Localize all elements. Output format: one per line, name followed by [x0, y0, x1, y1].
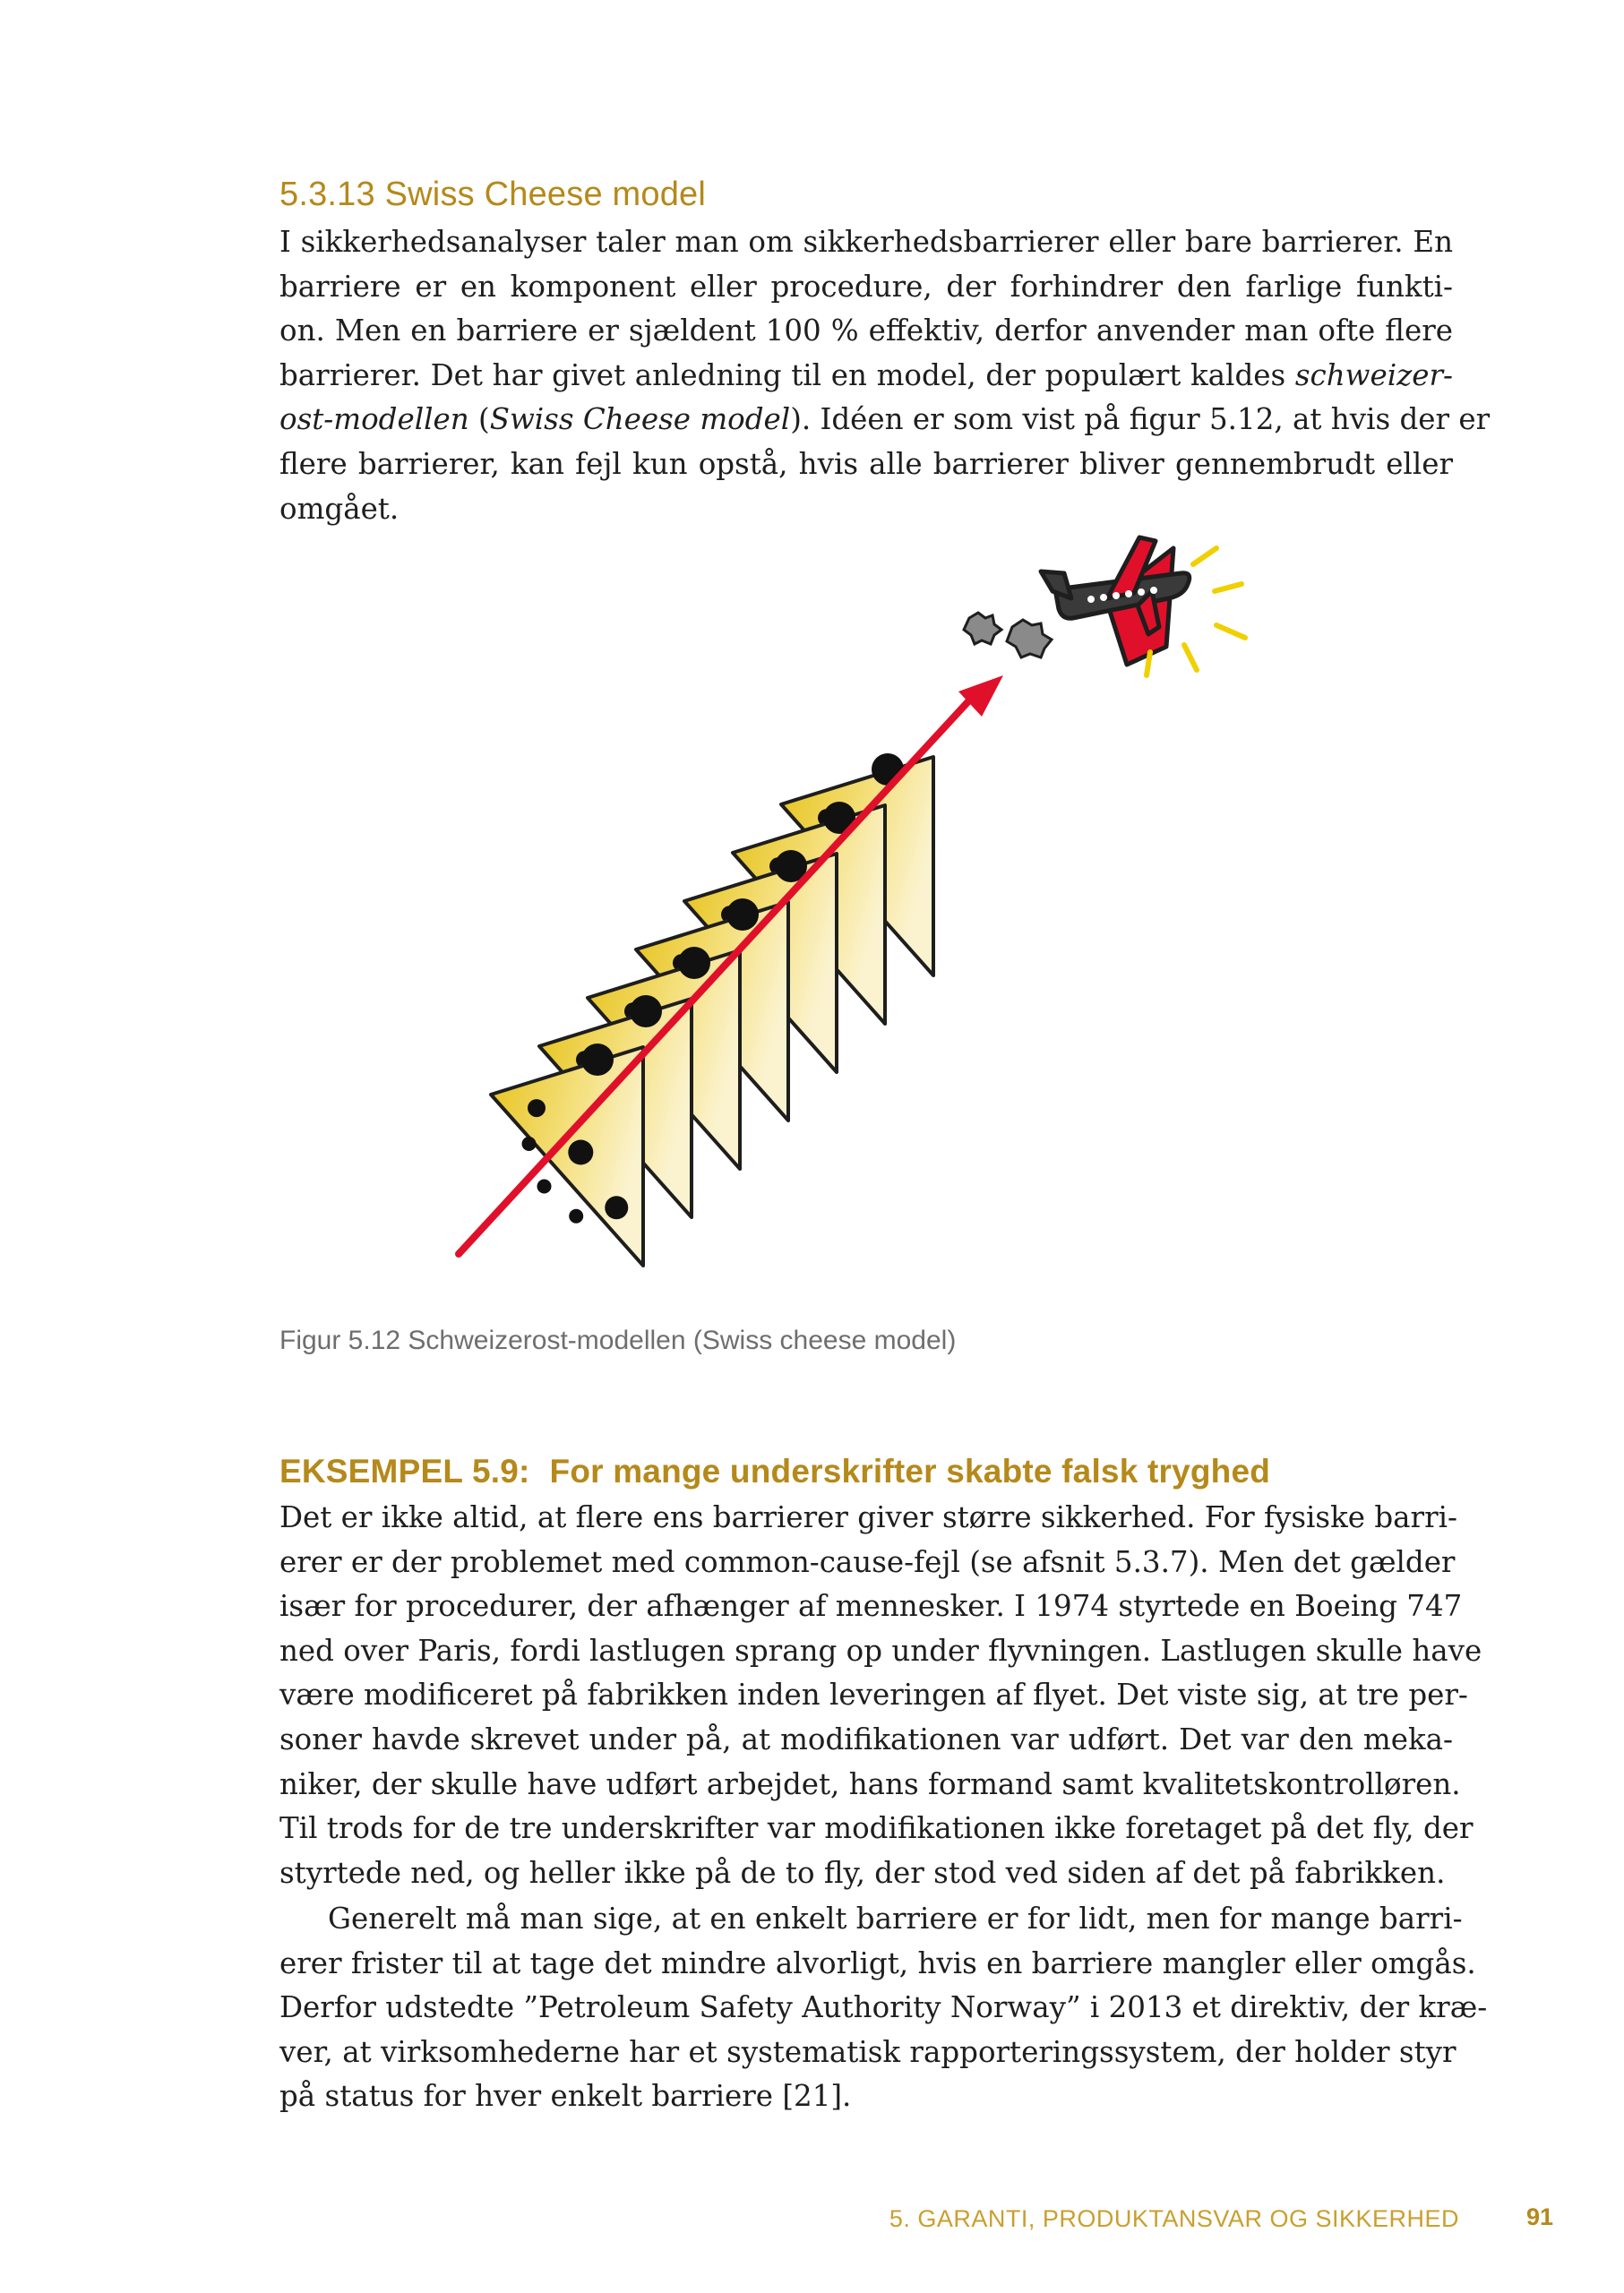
example-label: EKSEMPEL 5.9:	[279, 1453, 530, 1490]
text-run: ). Idéen er som vist på figur 5.12, at hvis der er	[790, 402, 1491, 437]
text-line: erer er der problemet med common-cause-fejl (se afsnit 5.3.7). Men det gælder	[279, 1544, 1456, 1579]
text-line: styrtede ned, og heller ikke på de to fly, der stod ved siden af det på fabrikken.	[279, 1855, 1446, 1890]
text-line: omgået.	[279, 491, 400, 526]
example-paragraph-2	[279, 1897, 1488, 2119]
italic-term: Swiss Cheese model	[489, 402, 791, 437]
example-paragraph	[279, 1496, 1482, 1895]
text-line: erer frister til at tage det mindre alvorligt, hvis en barriere mangler eller omgås.	[279, 1945, 1476, 1980]
page-number: 91	[1526, 2203, 1554, 2230]
text-line: barriere er en komponent eller procedure, der forhindrer den farlige funkti-	[279, 269, 1453, 304]
text-line: Derfor udstedte ”Petroleum Safety Authority Norway” i 2013 et direktiv, der kræ-	[279, 1990, 1488, 2025]
text-line: ver, at virksomhederne har et systematisk rapporteringssystem, der holder styr	[279, 2034, 1456, 2069]
text-run: barrierer. Det har givet anledning til en model, der populært kaldes	[279, 357, 1295, 392]
text-line: Det er ikke altid, at flere ens barrierer giver større sikkerhed. For fysiske barri-	[279, 1500, 1457, 1534]
text-run: (	[468, 402, 490, 437]
text-line: på status for hver enkelt barriere [21].	[279, 2079, 852, 2114]
text-line: flere barrierer, kan fejl kun opstå, hvis alle barrierer bliver gennembrudt eller	[279, 446, 1453, 481]
text-line: soner havde skrevet under på, at modifikationen var udført. Det var den meka-	[279, 1722, 1453, 1756]
section-heading: 5.3.13 Swiss Cheese model	[279, 176, 707, 213]
italic-term: ost-modellen	[279, 402, 469, 437]
text-line: Til trods for de tre underskrifter var modifikationen ikke foretaget på det fly, der	[279, 1811, 1474, 1846]
airplane-icon	[1041, 537, 1190, 665]
text-line: I sikkerhedsanalyser taler man om sikkerhedsbarrierer eller bare barrierer. En	[279, 225, 1453, 259]
smoke-icon	[964, 613, 1052, 657]
text-line: være modificeret på fabrikken inden leveringen af flyet. Det viste sig, at tre per-	[279, 1678, 1468, 1713]
italic-term: schweizer-	[1294, 357, 1453, 392]
footer-chapter-title: 5. GARANTI, PRODUKTANSVAR OG SIKKERHED	[889, 2205, 1459, 2232]
text-line: niker, der skulle have udført arbejdet, hans formand samt kvalitetskontrolløren.	[279, 1766, 1461, 1801]
text-line: ned over Paris, fordi lastlugen sprang op under flyvningen. Lastlugen skulle have	[279, 1633, 1482, 1668]
text-line: især for procedurer, der afhænger af mennesker. I 1974 styrtede en Boeing 747	[279, 1589, 1463, 1624]
text-line: Generelt må man sige, at en enkelt barriere er for lidt, men for mange barri-	[328, 1902, 1463, 1936]
example-heading	[279, 1453, 1270, 1490]
example-title: For mange underskrifter skabte falsk tryghed	[549, 1453, 1271, 1490]
text-line: on. Men en barriere er sjældent 100 % effektiv, derfor anvender man ofte flere	[279, 313, 1453, 348]
figure-caption: Figur 5.12 Schweizerost-modellen (Swiss cheese model)	[279, 1326, 957, 1355]
